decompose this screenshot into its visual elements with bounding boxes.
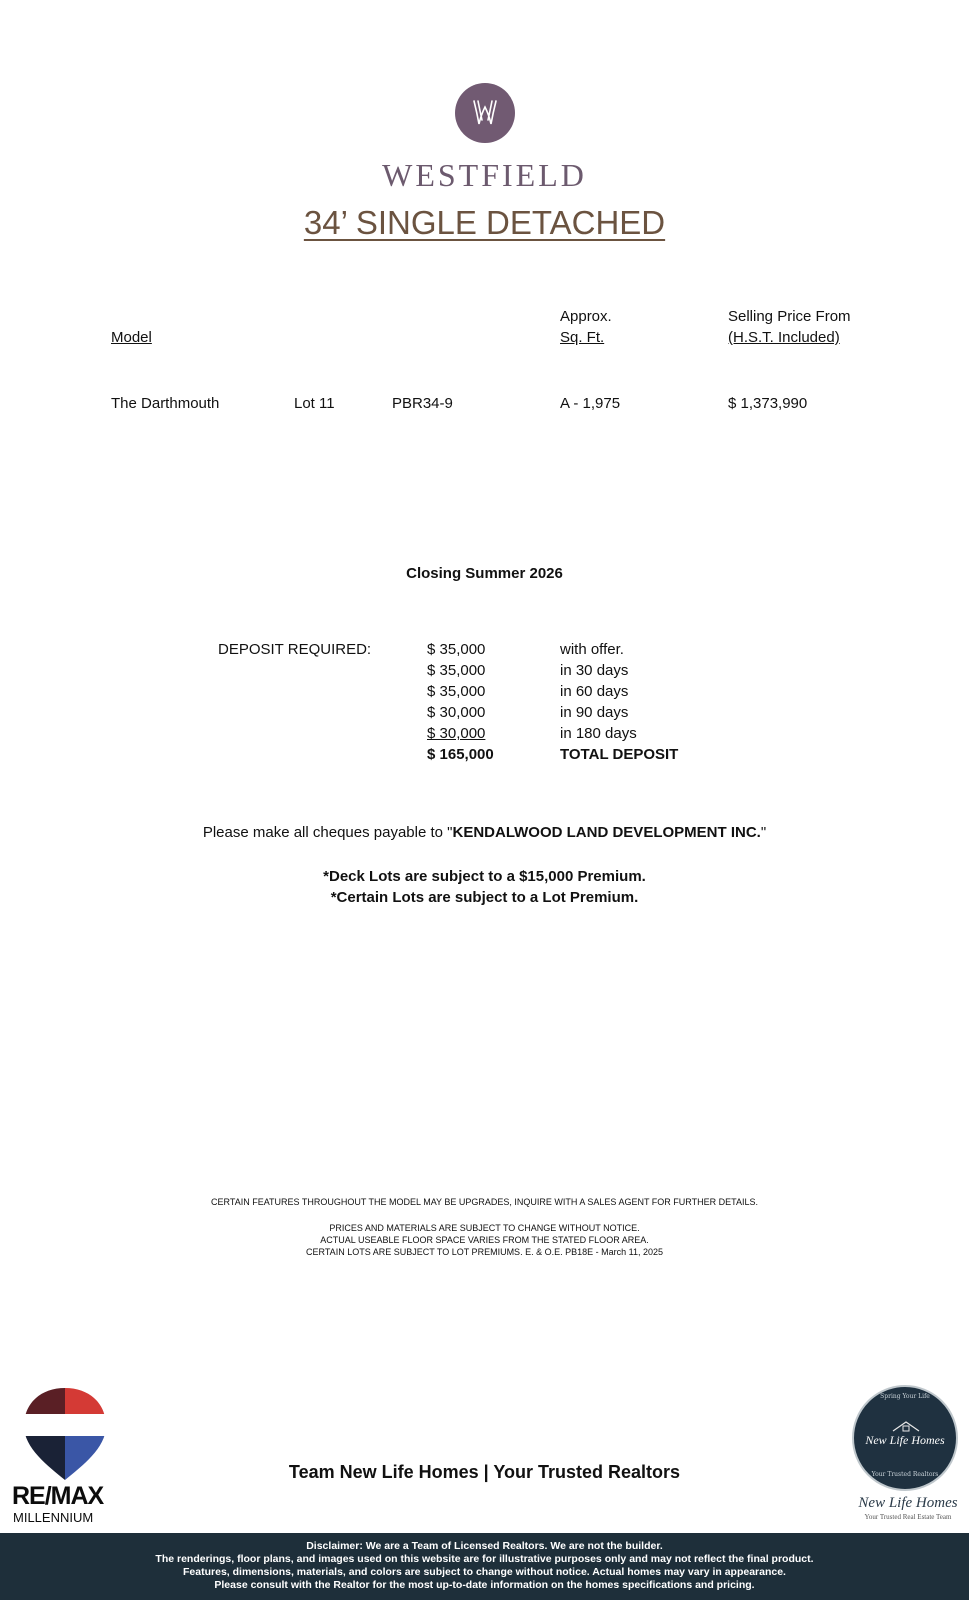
deposit-amount: $ 30,000 [427,725,486,742]
disclaimer-line: Disclaimer: We are a Team of Licensed Realtors. We are not the builder. [306,1540,663,1552]
row-model: The Darthmouth [111,395,220,412]
header-sqft-line2: Sq. Ft. [560,329,605,346]
row-price: $ 1,373,990 [728,395,808,412]
nlh-tagline: Your Trusted Real Estate Team [864,1513,952,1521]
disclaimer-line: The renderings, floor plans, and images used on this website are for illustrative purposes only and may not reflect the final product. [155,1553,814,1565]
remax-logo [12,1386,122,1526]
disclaimer-bar [0,1533,969,1600]
header-price [728,306,851,348]
deposit-when: in 90 days [560,704,629,721]
row-sqft: A - 1,975 [560,395,621,412]
page-title: 34’ SINGLE DETACHED [303,204,666,241]
closing-date: Closing Summer 2026 [406,565,563,582]
nlh-name: New Life Homes [858,1495,958,1511]
deposit-schedule [560,639,678,765]
nlh-badge-name: New Life Homes [865,1433,945,1447]
cheque-suffix: " [760,824,767,841]
deposit-amount: $ 35,000 [427,683,486,700]
fine-print-line: ACTUAL USEABLE FLOOR SPACE VARIES FROM THE STATED FLOOR AREA. [320,1235,649,1245]
header-sqft [560,306,612,348]
cheque-prefix: Please make all cheques payable to " [202,824,453,841]
header-price-line1: Selling Price From [728,308,851,325]
remax-sub: MILLENNIUM [13,1510,94,1525]
disclaimer-line: Features, dimensions, materials, and colors are subject to change without notice. Actual homes may vary in appearance. [183,1566,786,1578]
fine-print-upgrades: CERTAIN FEATURES THROUGHOUT THE MODEL MAY BE UPGRADES, INQUIRE WITH A SALES AGENT FOR FURTHER DETAILS. [211,1197,758,1207]
westfield-monogram-icon [455,83,515,143]
deposit-when: in 30 days [560,662,629,679]
deposit-total-label: TOTAL DEPOSIT [560,746,679,763]
disclaimer-line: Please consult with the Realtor for the most up-to-date information on the homes specifications and pricing. [214,1579,755,1591]
deposit-label: DEPOSIT REQUIRED: [218,641,372,658]
deposit-total-amount: $ 165,000 [427,746,494,763]
row-lot: Lot 11 [294,395,335,412]
deposit-amount: $ 35,000 [427,662,486,679]
deposit-amounts [427,639,501,765]
premium-notes [0,866,969,908]
header-price-line2: (H.S.T. Included) [728,329,840,346]
nlh-ring-top: Spring Your Life [880,1393,930,1400]
header-sqft-line1: Approx. [560,308,612,325]
house-icon [891,1419,921,1433]
deposit-when: in 180 days [560,725,637,742]
fine-print-block [0,1222,969,1258]
fine-print-line: CERTAIN LOTS ARE SUBJECT TO LOT PREMIUMS. E. & O.E. PB18E - March 11, 2025 [306,1247,663,1257]
cheque-instructions [0,824,969,841]
brand-name: WESTFIELD [382,157,587,193]
note-certain-lots: *Certain Lots are subject to a Lot Premium. [330,889,639,906]
header-model: Model [111,329,152,346]
cheque-payee: KENDALWOOD LAND DEVELOPMENT INC. [452,824,761,841]
note-deck-lots: *Deck Lots are subject to a $15,000 Premium. [323,868,646,885]
row-code: PBR34-9 [392,395,453,412]
nlh-ring-bottom: Your Trusted Realtors [871,1471,939,1478]
nlh-badge-icon [852,1385,958,1491]
deposit-when: in 60 days [560,683,629,700]
deposit-amount: $ 35,000 [427,641,486,658]
new-life-homes-logo [845,1385,969,1525]
fine-print-line: PRICES AND MATERIALS ARE SUBJECT TO CHANGE WITHOUT NOTICE. [329,1223,640,1233]
team-tagline: Team New Life Homes | Your Trusted Realtors [288,1462,681,1482]
deposit-when: with offer. [560,641,624,658]
remax-name: RE/MAX [12,1482,104,1510]
deposit-amount: $ 30,000 [427,704,486,721]
